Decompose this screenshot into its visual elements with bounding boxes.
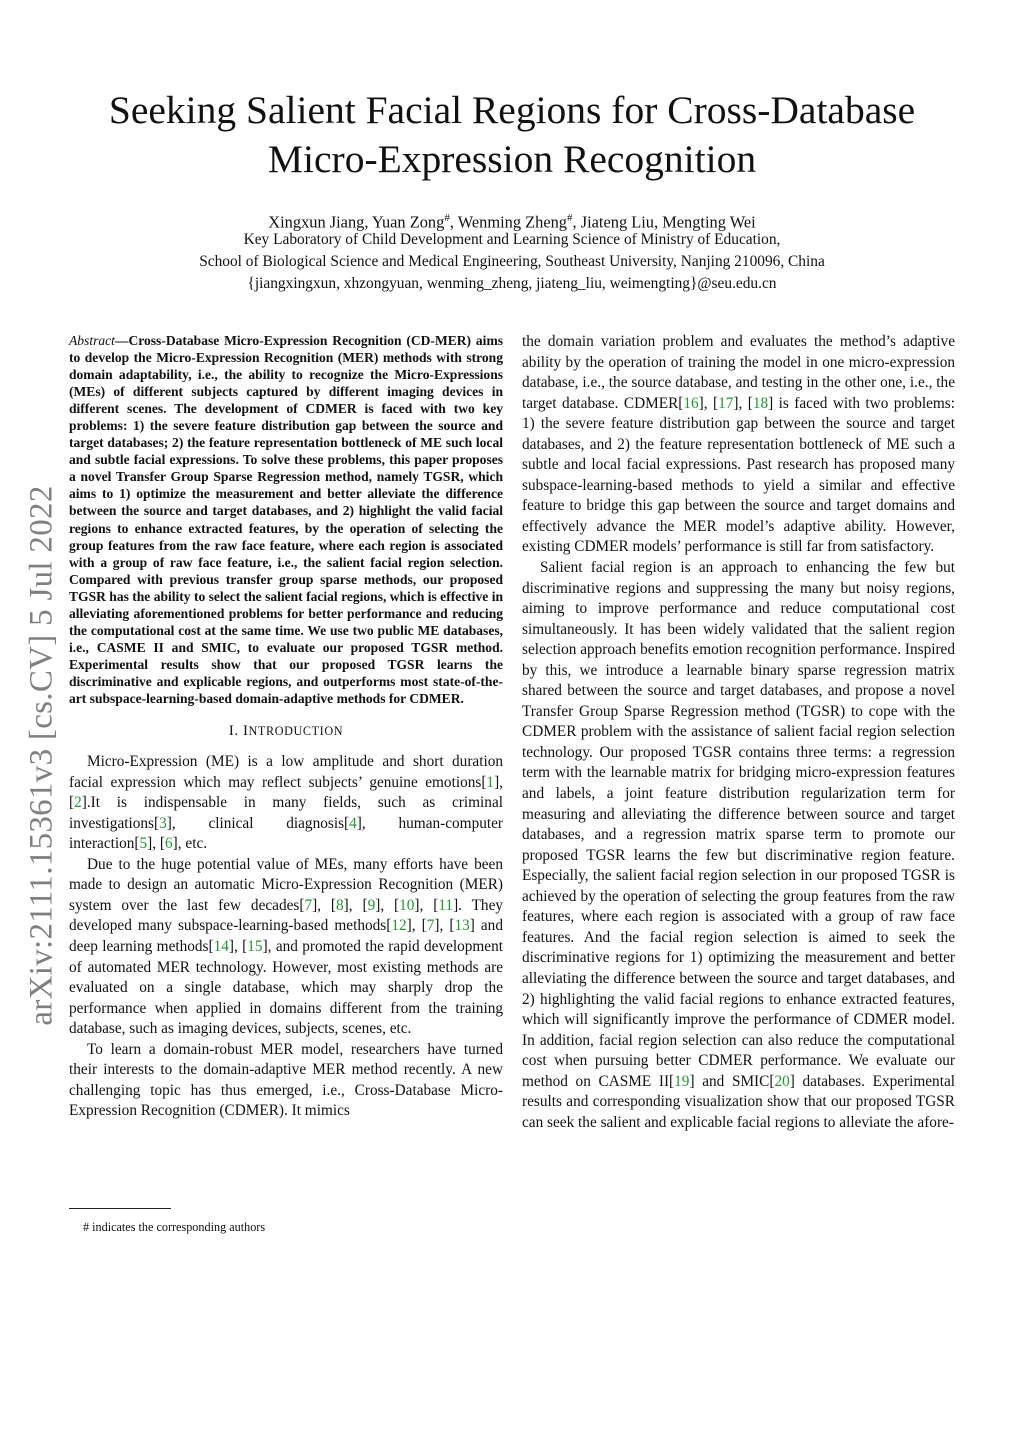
- citation-link[interactable]: 11: [438, 896, 454, 914]
- corresponding-mark: #: [444, 212, 450, 224]
- citation-link[interactable]: 18: [752, 394, 769, 412]
- arxiv-stamp-text: arXiv:2111.15361v3 [cs.CV] 5 Jul 2022: [23, 484, 60, 1026]
- title-line-1: Seeking Salient Facial Regions for Cross-Database: [108, 88, 916, 132]
- text-run: ]. They developed many subspace-learning-based methods[: [69, 896, 504, 935]
- text-run: Due to the huge potential value of MEs, many efforts have been made to design an automatic Micro-Expression Recognition (MER) system over the last few decades[: [69, 855, 503, 914]
- citation-link[interactable]: 15: [247, 937, 263, 955]
- author-emails: {jiangxingxun, xhzongyuan, wenming_zheng, jiateng_liu, weimengting}@seu.edu.cn: [247, 275, 777, 292]
- abstract-label: Abstract: [69, 333, 115, 348]
- affiliation-line-2: School of Biological Science and Medical Engineering, Southeast University, Nanjing 210096, China: [199, 253, 825, 270]
- citation-link[interactable]: 16: [683, 394, 699, 412]
- text-run: ] databases. Experimental results and corresponding visualization show that our proposed TGSR can seek the salient and explicable facial regions to alleviate the afore-: [522, 1072, 955, 1131]
- text-run: ], [: [414, 896, 439, 914]
- citation-link[interactable]: 8: [336, 896, 344, 914]
- paper-title: [60, 86, 964, 184]
- citation-link[interactable]: 4: [349, 814, 357, 832]
- text-run: To learn a domain-robust MER model, researchers have turned their interests to the domain-adaptive MER method recently. A new challenging topic has thus emerged, i.e., Cross-Database Micro-Expression Recognition (CDMER). It mimics: [69, 1040, 503, 1120]
- text-run: ], [: [375, 896, 400, 914]
- citation-link[interactable]: 9: [367, 896, 376, 914]
- text-run: ], clinical diagnosis[: [166, 814, 350, 832]
- text-run: Salient facial region is an approach to enhancing the few but discriminative regions and suppressing the many but noisy regions, aiming to improve performance and reduce computational cost simultaneously. It has been widely validated that the salient region selection approach benefits emotion recognition performance. Inspired by this, we introduce a learnable binary sparse regression matrix shared between the source and target databases, and propose a novel Transfer Group Sparse Regression method (TGSR) to cope with the CDMER problem with the assistance of salient facial region selection technology. Our proposed TGSR contains three terms: a regression term with the learnable matrix for bridging micro-expression features and labels, a joint feature distribution regularization term for measuring and alleviating the difference between source and target databases, and a regression matrix sparse term to promote our proposed TGSR learns the few but discriminative region feature. Especially, the salient facial region selection in our proposed TGSR is achieved by the operation of selecting the group features from the raw features, where each region is associated with a group of raw face features. And the facial region selection is aimed to seek the discriminative regions for 1) optimizing the measurement and better alleviating the difference between the source and target databases, and 2) highlighting the valid facial regions to enhance extracted features, which will significantly improve the performance of CDMER model. In addition, facial region selection can also reduce the computational cost when pursuing better CDMER performance. We evaluate our method on CASME II[: [522, 559, 955, 1090]
- text-run: ] and SMIC[: [689, 1072, 775, 1090]
- citation-link[interactable]: 2: [74, 794, 82, 812]
- citation-link[interactable]: 7: [426, 917, 435, 935]
- affiliation-line-1: Key Laboratory of Child Development and Learning Science of Ministry of Education,: [243, 231, 781, 248]
- text-run: ], [: [733, 394, 753, 412]
- right-paragraph-1: [522, 332, 955, 558]
- text-run: the domain variation problem and evaluates the method’s adaptive ability by the operation of training the model in one micro-expression database, i.e., the source database, and testing in the other one, i.e., the target database. CDMER[: [522, 333, 955, 412]
- text-run: ].It is indispensable in many fields, such as criminal investigations[: [69, 794, 503, 832]
- text-run: ] and deep learning methods[: [69, 917, 503, 955]
- arxiv-stamp: [20, 465, 64, 1045]
- corresponding-mark: #: [567, 212, 573, 224]
- text-run: ], human-computer interaction[: [69, 814, 503, 853]
- text-run: ], [: [434, 917, 455, 935]
- citation-link[interactable]: 3: [159, 814, 167, 832]
- abstract: [69, 332, 503, 707]
- footnote: # indicates the corresponding authors: [83, 1220, 266, 1234]
- text-run: ], [: [69, 773, 503, 812]
- intro-paragraph-2: [69, 855, 503, 1040]
- abstract-text: —Cross-Database Micro-Expression Recognition (CD-MER) aims to develop the Micro-Expression Recognition (MER) methods with strong domain adaptability, i.e., the ability to recognize the Micro-Expressions (MEs) of different subjects captured by different imaging devices in different scenes. The development of CDMER is faced with two key problems: 1) the severe feature distribution gap between the source and target databases; 2) the feature representation bottleneck of ME such local and subtle facial expressions. To solve these problems, this paper proposes a novel Transfer Group Sparse Regression method, namely TGSR, which aims to 1) optimize the measurement and better alleviate the difference between the source and target databases, and 2) highlight the valid facial regions to enhance extracted features, by the operation of selecting the group features from the raw face feature, where each region is associated with a group of raw face feature, i.e., the salient facial region selection. Compared with previous transfer group sparse methods, our proposed TGSR has the ability to select the salient facial regions, which is effective in alleviating aforementioned problems for better performance and reducing the computational cost at the same time. We use two public ME databases, i.e., CASME II and SMIC, to evaluate our proposed TGSR method. Experimental results show that our proposed TGSR learns the discriminative and explicable regions, and outperforms most state-of-the-art subspace-learning-based domain-adaptive methods for CDMER.: [69, 333, 503, 706]
- text-run: ], [: [343, 896, 368, 914]
- section-heading-introduction: [69, 723, 503, 740]
- citation-link[interactable]: 7: [304, 896, 313, 914]
- text-run: ] is faced with two problems: 1) the severe feature distribution gap between the source and target databases, and 2) the feature representation bottleneck of ME such a subtle and local facial expressions. Past research has proposed many subspace-learning-based methods to yield a similar and effective feature to bridge this gap between the source and target domains and effectively advance the MER model’s adaptive ability. However, existing CDMER models’ performance is still far from satisfactory.: [522, 394, 955, 556]
- text-run: ], etc.: [172, 835, 208, 853]
- author-segment: , Wenming Zheng: [449, 212, 568, 232]
- text-run: ], [: [312, 896, 336, 914]
- left-column: [69, 332, 503, 1122]
- intro-paragraph-3: [69, 1040, 503, 1122]
- text-run: Micro-Expression (ME) is a low amplitude and short duration facial expression which may reflect subjects’ genuine emotions[: [69, 753, 503, 791]
- right-column: [522, 332, 955, 1133]
- citation-link[interactable]: 10: [399, 896, 415, 914]
- citation-link[interactable]: 6: [165, 835, 173, 853]
- text-run: ], [: [698, 394, 719, 412]
- citation-link[interactable]: 20: [774, 1072, 790, 1090]
- section-number: I.: [228, 723, 239, 740]
- intro-paragraph-1: [69, 752, 503, 855]
- citation-link[interactable]: 13: [454, 917, 470, 935]
- text-run: ], and promoted the rapid development of automated MER technology. However, most existing methods are evaluated on a single database, which may sharply drop the performance when applied in domains different from the training database, such as imaging devices, subjects, scenes, etc.: [69, 937, 503, 1038]
- section-title-rest: NTRODUCTION: [248, 724, 344, 739]
- right-paragraph-2: [522, 558, 955, 1133]
- text-run: ], [: [228, 937, 248, 955]
- section-title-initial: I: [242, 723, 249, 740]
- title-line-2: Micro-Expression Recognition: [267, 137, 757, 181]
- citation-link[interactable]: 12: [391, 917, 407, 935]
- citation-link[interactable]: 19: [674, 1072, 690, 1090]
- citation-link[interactable]: 17: [718, 394, 734, 412]
- author-segment: , Jiateng Liu, Mengting Wei: [572, 212, 756, 232]
- text-run: ], [: [147, 835, 166, 853]
- text-run: ], [: [406, 917, 427, 935]
- citation-link[interactable]: 5: [139, 835, 148, 853]
- citation-link[interactable]: 14: [213, 937, 229, 955]
- author-segment: Xingxun Jiang, Yuan Zong: [268, 212, 445, 232]
- citation-link[interactable]: 1: [486, 773, 495, 791]
- footnote-divider: [69, 1208, 171, 1209]
